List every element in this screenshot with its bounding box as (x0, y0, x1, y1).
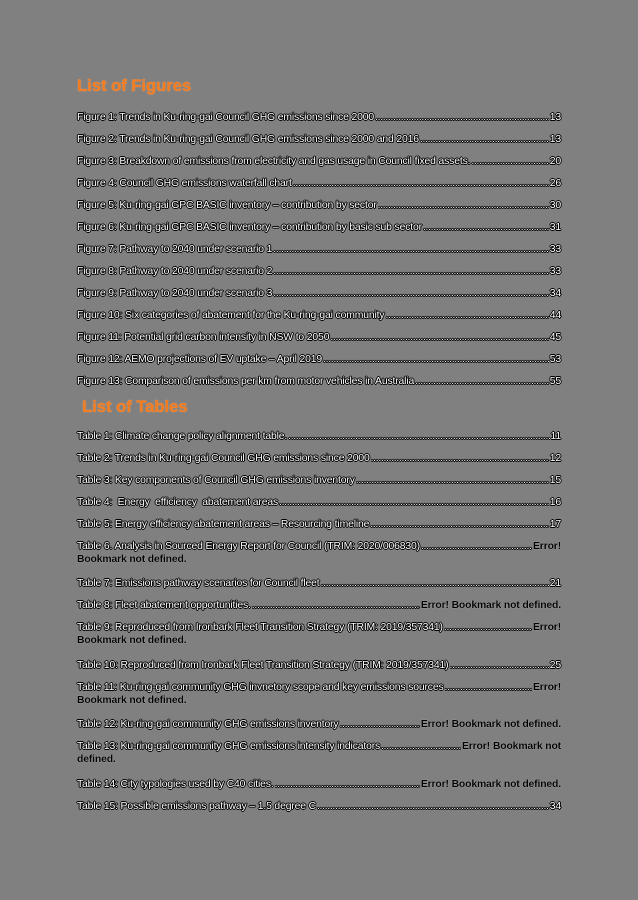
toc-entry-table-8[interactable] (77, 599, 561, 612)
dot-leader (444, 621, 532, 634)
entry-page-number: 53 (549, 354, 561, 365)
entry-page-number: 11 (550, 431, 561, 442)
entry-label: Figure 11: Potential grid carbon intensity in NSW to 2050 (77, 332, 330, 343)
dot-leader (420, 133, 549, 146)
dot-leader (317, 800, 549, 813)
toc-entry-table-3[interactable] (77, 474, 561, 487)
toc-entry-figure-11[interactable] (77, 331, 561, 344)
entry-label: Figure 5: Ku-ring-gai GPC BASIC inventory – contribution by sector (77, 200, 377, 211)
bookmark-error-text: Error! (461, 741, 490, 752)
bookmark-error-text: Error! (533, 622, 561, 633)
toc-entry-table-7[interactable] (77, 577, 561, 590)
entry-label: Table 7: Emissions pathway scenarios for Council fleet (77, 578, 320, 589)
entry-label: Figure 13: Comparison of emissions per km from motor vehicles in Australia (77, 376, 415, 387)
entry-page-number: 21 (549, 578, 561, 589)
dot-leader (471, 155, 548, 168)
entry-page-number: 30 (549, 200, 561, 211)
entry-label: Figure 2: Trends in Ku-ring-gai Council GHG emissions since 2000 and 2016 (77, 134, 419, 145)
toc-entry-figure-7[interactable] (77, 243, 561, 256)
entry-page-number: 16 (549, 497, 561, 508)
dot-leader (371, 452, 549, 465)
entry-page-number: 33 (549, 266, 561, 277)
entry-page-number: 13 (549, 134, 561, 145)
toc-entry-figure-2[interactable] (77, 133, 561, 146)
toc-entry-table-5[interactable] (77, 518, 561, 531)
dot-leader (288, 430, 549, 443)
dot-leader (279, 496, 549, 509)
toc-entry-table-15[interactable] (77, 800, 561, 813)
entry-label: Table 9: Reproduced from Ironbark Fleet Transition Strategy (TRIM: 2019/357341) (77, 622, 443, 633)
dot-leader (321, 577, 549, 590)
dot-leader (293, 177, 549, 190)
bookmark-error-text: Error! Bookmark not defined. (420, 779, 561, 790)
entry-label: Figure 8: Pathway to 2040 under scenario 2 (77, 266, 273, 277)
dot-leader (339, 718, 419, 731)
entry-label: Table 12: Ku-ring-gai community GHG emissions inventory (77, 719, 339, 730)
dot-leader (370, 518, 548, 531)
toc-entry-table-11[interactable] (77, 681, 561, 707)
entry-page-number: 55 (549, 376, 561, 387)
bookmark-error-text: Error! Bookmark not defined. (420, 600, 561, 611)
dot-leader (273, 265, 548, 278)
entry-label: Table 13: Ku-ring-gai community GHG emissions intensity indicators (77, 741, 381, 752)
dot-leader (275, 778, 420, 791)
entry-page-number: 31 (549, 222, 561, 233)
bookmark-error-text: Bookmark not defined. (77, 554, 187, 565)
entry-label: Table 3: Key components of Council GHG emissions inventory (77, 475, 355, 486)
dot-leader (273, 243, 548, 256)
toc-entry-table-9[interactable] (77, 621, 561, 647)
dot-leader (273, 287, 548, 300)
toc-entry-table-14[interactable] (77, 778, 561, 791)
dot-leader (323, 353, 549, 366)
toc-entry-figure-10[interactable] (77, 309, 561, 322)
entry-page-number: 15 (549, 475, 561, 486)
entry-page-number: 17 (549, 519, 561, 530)
dot-leader (445, 681, 533, 694)
entry-page-number: 44 (549, 310, 561, 321)
bookmark-error-text: Error! Bookmark not defined. (420, 719, 561, 730)
entry-page-number: 12 (549, 453, 561, 464)
dot-leader (381, 740, 461, 753)
entry-label: Figure 10: Six categories of abatement for the Ku-ring-gai community (77, 310, 385, 321)
entry-label: Table 10: Reproduced from Ironbark Fleet Transition Strategy (TRIM: 2019/357341) (77, 660, 449, 671)
toc-entry-figure-5[interactable] (77, 199, 561, 212)
toc-entry-figure-8[interactable] (77, 265, 561, 278)
bookmark-error-text: Bookmark not defined. (77, 695, 187, 706)
toc-entry-figure-13[interactable] (77, 375, 561, 388)
toc-entry-figure-12[interactable] (77, 353, 561, 366)
toc-entry-table-12[interactable] (77, 718, 561, 731)
dot-leader (330, 331, 548, 344)
entry-label: Figure 6: Ku-ring-gai GPC BASIC inventory – contribution by basic sub sector (77, 222, 422, 233)
entry-label: Table 2: Trends in Ku-ring-gai Council GHG emissions since 2000 (77, 453, 370, 464)
entry-page-number: 13 (549, 112, 561, 123)
entry-label: Table 5: Energy efficiency abatement areas – Resourcing timeline (77, 519, 370, 530)
bookmark-error-text: Bookmark not defined. (77, 635, 187, 646)
toc-entry-figure-3[interactable] (77, 155, 561, 168)
entry-label: Table 14: City typologies used by C40 cities. (77, 779, 274, 790)
dot-leader (378, 199, 549, 212)
toc-entry-table-13[interactable] (77, 740, 561, 766)
dot-leader (375, 111, 549, 124)
bookmark-error-text: Error! (533, 541, 561, 552)
entry-page-number: 25 (549, 660, 561, 671)
toc-entry-table-1[interactable] (77, 430, 561, 443)
entry-label: Figure 3: Breakdown of emissions from electricity and gas usage in Council fixed assets. (77, 156, 471, 167)
entry-label: Figure 9: Pathway to 2040 under scenario 3 (77, 288, 273, 299)
entry-label: Figure 12: AEMO projections of EV uptake – April 2019 (77, 354, 323, 365)
toc-entry-table-10[interactable] (77, 659, 561, 672)
entry-page-number: 26 (549, 178, 561, 189)
toc-entry-figure-1[interactable] (77, 111, 561, 124)
bookmark-error-text: defined. (77, 754, 116, 765)
entry-label: Figure 1: Trends in Ku-ring-gai Council GHG emissions since 2000 (77, 112, 375, 123)
list-of-figures-heading: List of Figures (77, 76, 192, 95)
dot-leader (450, 659, 549, 672)
entry-page-number: 33 (549, 244, 561, 255)
toc-entry-figure-4[interactable] (77, 177, 561, 190)
toc-entry-table-4[interactable] (77, 496, 561, 509)
toc-entry-table-2[interactable] (77, 452, 561, 465)
dot-leader (252, 599, 420, 612)
entry-page-number: 34 (549, 801, 561, 812)
entry-label: Table 6. Analysis in Sourced Energy Report for Council (TRIM: 2020/006830) (77, 541, 420, 552)
dot-leader (415, 375, 549, 388)
entry-page-number: 20 (549, 156, 561, 167)
entry-label: Table 15: Possible emissions pathway – 1.5 degree C (77, 801, 316, 812)
dot-leader (385, 309, 548, 322)
dot-leader (423, 221, 549, 234)
toc-entry-figure-9[interactable] (77, 287, 561, 300)
entry-label: Table 8: Fleet abatement opportunities. (77, 600, 251, 611)
toc-entry-figure-6[interactable] (77, 221, 561, 234)
entry-label: Figure 4: Council GHG emissions waterfall chart (77, 178, 292, 189)
entry-page-number: 45 (549, 332, 561, 343)
entry-label: Table 1: Climate change policy alignment table. (77, 431, 288, 442)
entry-page-number: 34 (549, 288, 561, 299)
dot-leader (356, 474, 549, 487)
toc-entry-table-6[interactable] (77, 540, 561, 566)
entry-label: Table 11: Ku-ring-gai community GHG invnetory scope and key emissions sources (77, 682, 444, 693)
entry-label: Table 4: Energy efficiency abatement areas (77, 497, 278, 508)
entry-label: Figure 7: Pathway to 2040 under scenario 1 (77, 244, 273, 255)
bookmark-error-text: Bookmark not (492, 741, 561, 752)
list-of-tables-heading: List of Tables (82, 397, 188, 416)
bookmark-error-text: Error! (533, 682, 561, 693)
dot-leader (421, 540, 532, 553)
